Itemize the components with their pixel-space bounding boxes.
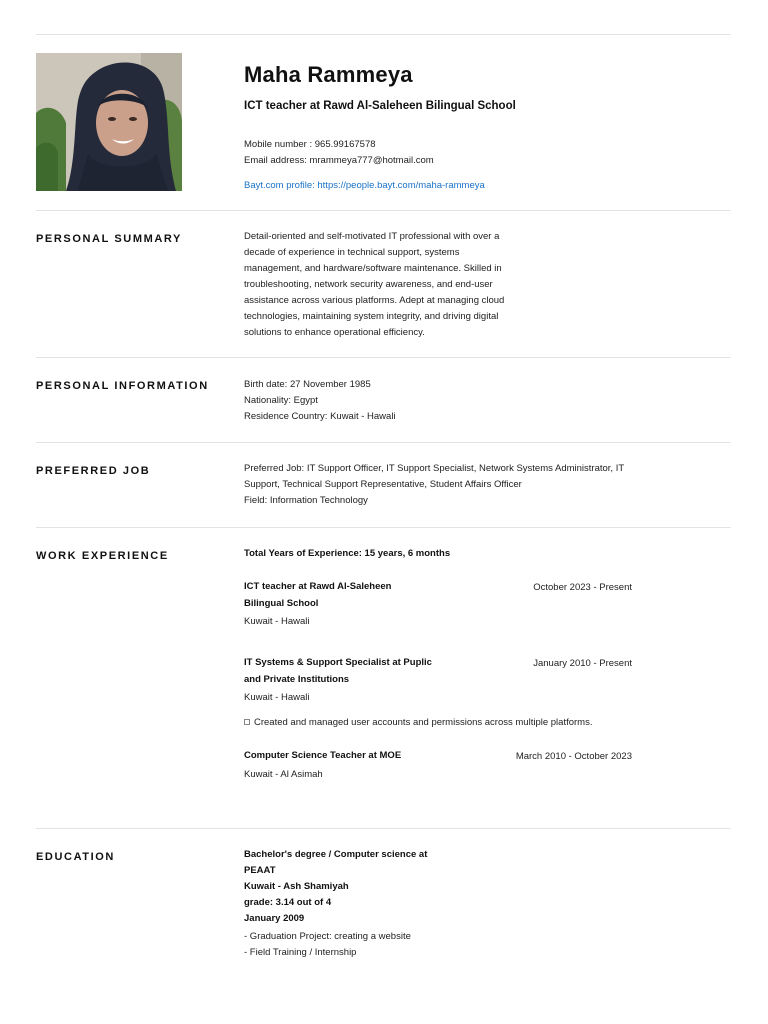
section-divider	[36, 442, 731, 443]
personal-summary-title: PERSONAL SUMMARY	[36, 233, 182, 245]
job-location: Kuwait - Al Asimah	[244, 769, 323, 780]
education-entry	[244, 847, 427, 961]
email-address: Email address: mrammeya777@hotmail.com	[244, 155, 434, 166]
job-dates: March 2010 - October 2023	[515, 751, 632, 762]
education-note: - Field Training / Internship	[244, 947, 357, 958]
summary-line: Detail-oriented and self-motivated IT professional with over a	[244, 231, 500, 242]
candidate-name: Maha Rammeya	[244, 62, 413, 87]
section-divider	[36, 357, 731, 358]
job-title	[244, 579, 444, 612]
job-title: Computer Science Teacher at MOE	[244, 750, 402, 761]
summary-line: decade of experience in technical support, systems	[244, 247, 460, 258]
personal-information-text	[244, 377, 396, 425]
job-title-line: and Private Institutions	[244, 673, 350, 685]
summary-line: management, and hardware/software maintenance. Skilled in	[244, 263, 502, 274]
personal-information-title: PERSONAL INFORMATION	[36, 380, 209, 392]
personal-summary-text	[244, 229, 504, 341]
education-note: - Graduation Project: creating a website	[244, 931, 411, 942]
work-experience-title: WORK EXPERIENCE	[36, 550, 169, 562]
education-title: EDUCATION	[36, 851, 115, 863]
preferred-job-line: Support, Technical Support Representative, Student Affairs Officer	[244, 479, 522, 490]
preferred-job-title: PREFERRED JOB	[36, 465, 151, 477]
profile-photo	[36, 53, 182, 191]
degree-line: Bachelor's degree / Computer science at	[244, 849, 428, 860]
degree-line: PEAAT	[244, 865, 276, 876]
top-divider	[36, 34, 731, 35]
birth-date: Birth date: 27 November 1985	[244, 379, 371, 390]
job-title-line: IT Systems & Support Specialist at Puplic	[244, 657, 432, 668]
summary-line: technologies, maintaining system integrity, and driving digital	[244, 311, 499, 322]
job-dates: January 2010 - Present	[533, 658, 632, 669]
preferred-job-text	[244, 461, 624, 509]
job-title-line: Bilingual School	[244, 597, 319, 609]
job-location: Kuwait - Hawali	[244, 616, 310, 627]
summary-line: troubleshooting, network security awareness, and end-user	[244, 279, 493, 290]
section-divider	[36, 828, 731, 829]
mobile-number: Mobile number : 965.99167578	[244, 139, 376, 150]
section-divider	[36, 210, 731, 211]
job-dates: October 2023 - Present	[533, 582, 632, 593]
bullet-box-icon	[244, 719, 250, 725]
total-experience: Total Years of Experience: 15 years, 6 months	[244, 548, 451, 559]
summary-line: assistance across various platforms. Adept at managing cloud	[244, 295, 505, 306]
job-bullet	[244, 717, 592, 728]
portrait-image	[36, 53, 182, 191]
bayt-profile-link[interactable]: Bayt.com profile: https://people.bayt.com/maha-rammeya	[244, 180, 485, 191]
preferred-field: Field: Information Technology	[244, 495, 368, 506]
education-location: Kuwait - Ash Shamiyah	[244, 881, 349, 892]
job-location: Kuwait - Hawali	[244, 692, 310, 703]
preferred-job-line: Preferred Job: IT Support Officer, IT Support Specialist, Network Systems Administrator, IT	[244, 463, 625, 474]
candidate-headline: ICT teacher at Rawd Al-Saleheen Bilingual School	[244, 100, 516, 112]
education-date: January 2009	[244, 913, 305, 924]
section-divider	[36, 527, 731, 528]
nationality: Nationality: Egypt	[244, 395, 318, 406]
job-title	[244, 655, 444, 688]
job-bullet-text: Created and managed user accounts and permissions across multiple platforms.	[254, 717, 593, 728]
summary-line: solutions to enhance operational efficiency.	[244, 327, 425, 338]
education-grade: grade: 3.14 out of 4	[244, 897, 332, 908]
job-title-line: ICT teacher at Rawd Al-Saleheen	[244, 581, 392, 592]
residence-country: Residence Country: Kuwait - Hawali	[244, 411, 396, 422]
